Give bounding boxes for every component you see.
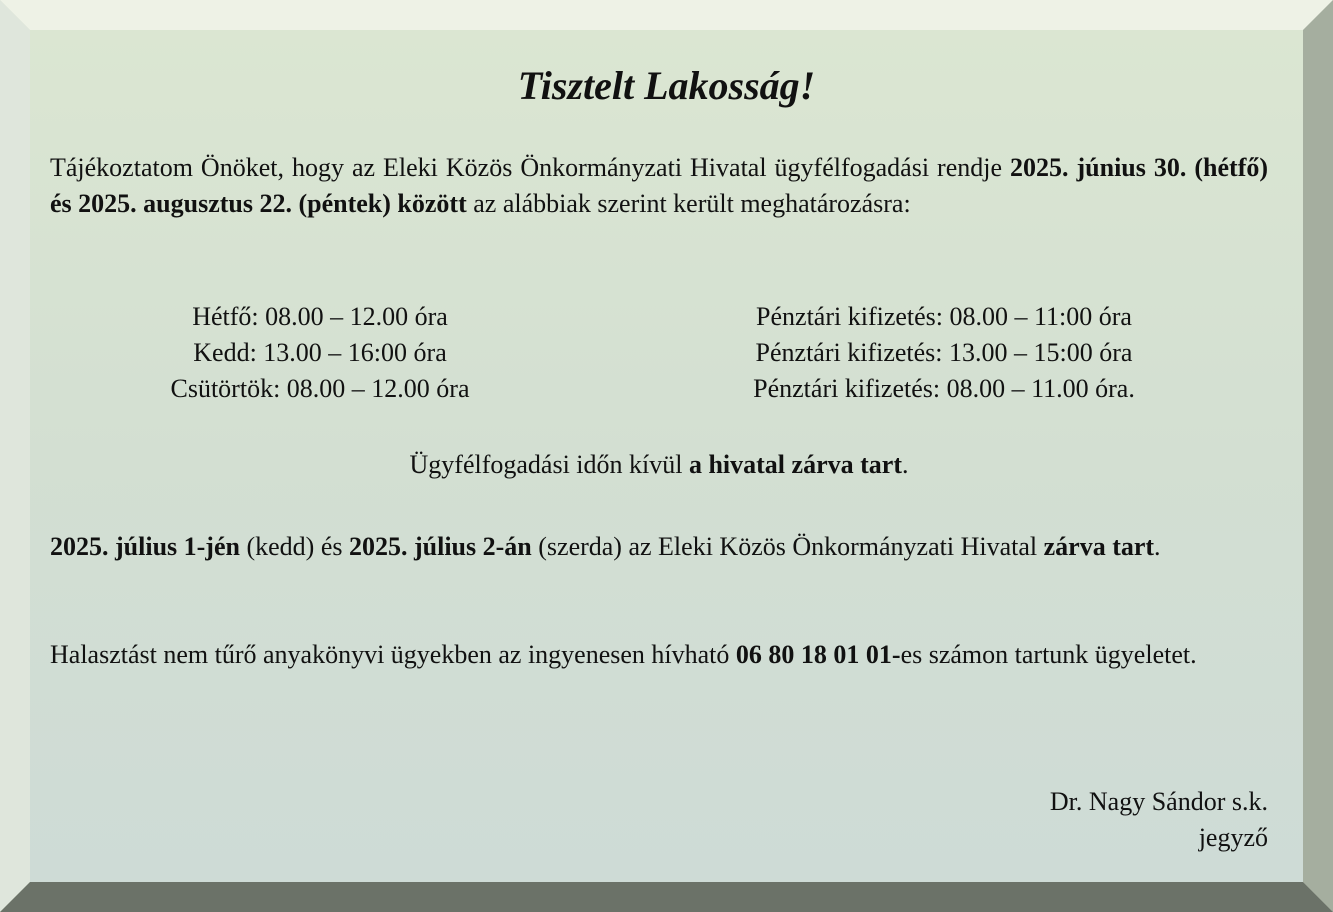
signature-name: Dr. Nagy Sándor s.k. bbox=[1049, 787, 1268, 816]
emergency-lead: Halasztást nem tűrő anyakönyvi ügyekben az ingyenesen hívható bbox=[50, 640, 736, 669]
cashier-hours-row: Pénztári kifizetés: 08.00 – 11:00 óra bbox=[756, 302, 1132, 331]
cashier-hours bbox=[645, 299, 1243, 407]
reception-hours-row: Hétfő: 08.00 – 12.00 óra bbox=[192, 302, 448, 331]
signature-role: jegyző bbox=[1198, 823, 1268, 852]
cashier-hours-row: Pénztári kifizetés: 08.00 – 11.00 óra. bbox=[753, 374, 1135, 403]
closure-mid: (szerda) az Eleki Közös Önkormányzati Hivatal bbox=[531, 532, 1044, 561]
emergency-phone: 06 80 18 01 01- bbox=[735, 640, 901, 669]
closed-notice-bold: a hivatal zárva tart bbox=[688, 450, 902, 479]
closed-notice-lead: Ügyfélfogadási időn kívül bbox=[409, 450, 689, 479]
closure-date-1: 2025. július 1-jén bbox=[50, 532, 240, 561]
notice-title: Tisztelt Lakosság! bbox=[517, 63, 816, 108]
reception-hours-row: Kedd: 13.00 – 16:00 óra bbox=[193, 338, 447, 367]
cashier-hours-row: Pénztári kifizetés: 13.00 – 15:00 óra bbox=[755, 338, 1133, 367]
reception-hours-row: Csütörtök: 08.00 – 12.00 óra bbox=[170, 374, 470, 403]
closure-paragraph bbox=[50, 529, 1268, 565]
closure-tail: . bbox=[1154, 532, 1161, 561]
emergency-paragraph bbox=[50, 637, 1268, 673]
reception-hours bbox=[50, 299, 590, 407]
intro-period: 2025. június 30. (hétfő) és 2025. augusztus 22. (péntek) között bbox=[50, 153, 1269, 218]
closed-notice-tail: . bbox=[901, 450, 909, 479]
closure-day-1: (kedd) és bbox=[239, 532, 349, 561]
intro-tail: az alábbiak szerint került meghatározásra: bbox=[466, 189, 911, 218]
bevel-top bbox=[0, 0, 1333, 30]
closed-notice bbox=[0, 447, 1318, 483]
emergency-tail: es számon tartunk ügyeletet. bbox=[900, 640, 1197, 669]
intro-lead: Tájékoztatom Önöket, hogy az Eleki Közös Önkormányzati Hivatal ügyfélfogadási rendje bbox=[50, 153, 1011, 182]
closure-date-2: 2025. július 2-án bbox=[348, 532, 532, 561]
signature-block bbox=[700, 784, 1268, 856]
bevel-bottom bbox=[0, 882, 1333, 912]
intro-paragraph bbox=[50, 150, 1268, 222]
closure-bold: zárva tart bbox=[1043, 532, 1155, 561]
